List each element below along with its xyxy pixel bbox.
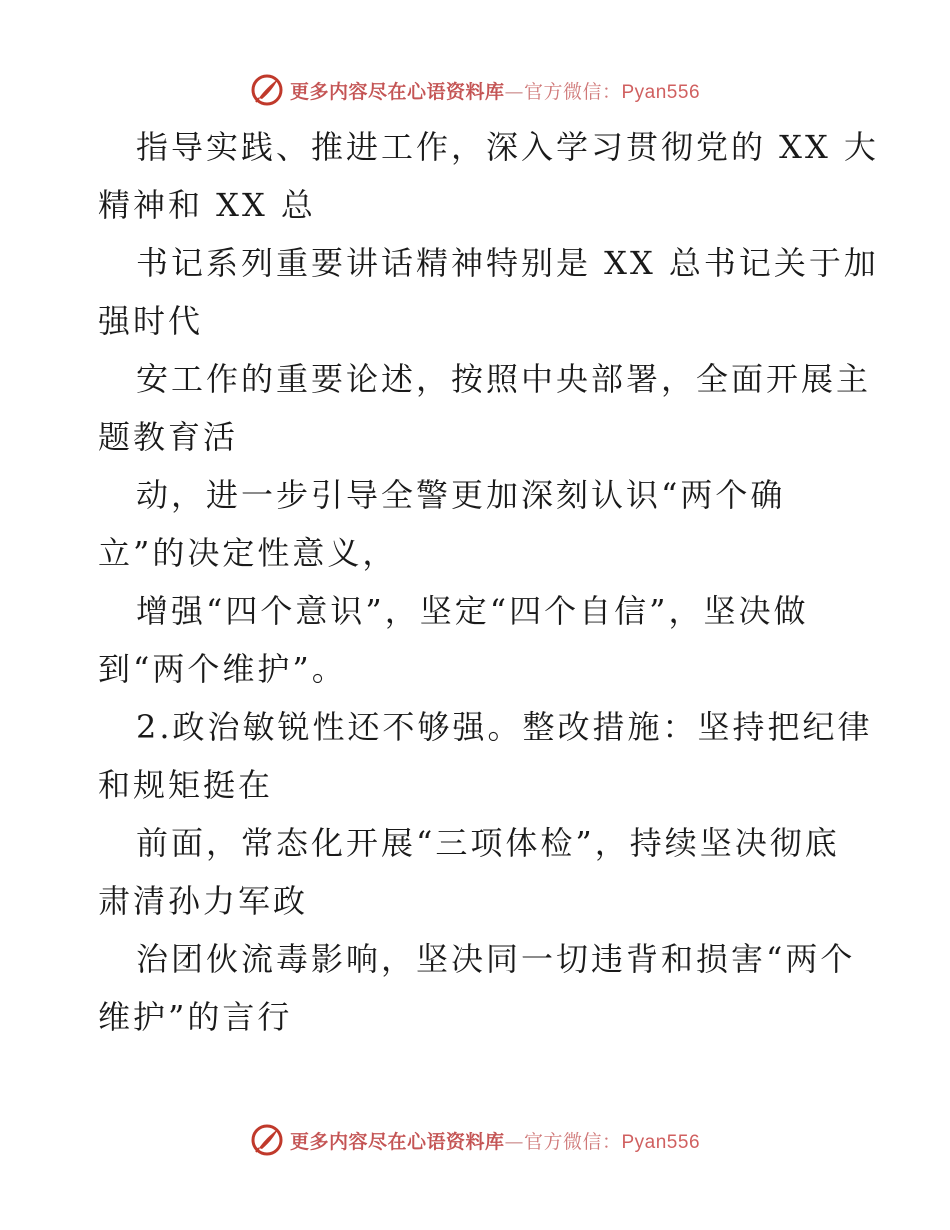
- footer-separator: —: [504, 1130, 524, 1153]
- quill-pen-logo-icon: [250, 73, 284, 107]
- page-footer-banner: [0, 1120, 950, 1160]
- footer-wechat-label: 官方微信：: [523, 1130, 622, 1153]
- paragraph-2-line-2: 强时代: [98, 302, 204, 340]
- paragraph-2-line-1: 书记系列重要讲话精神特别是 XX 总书记关于加: [136, 244, 879, 282]
- paragraph-1: [98, 118, 879, 234]
- paragraph-3: [98, 350, 872, 466]
- header-brand-text: 更多内容尽在心语资料库: [289, 80, 505, 103]
- quill-pen-logo-icon: [250, 1123, 284, 1157]
- paragraph-4: [98, 466, 858, 582]
- paragraph-1-line-2: 精神和 XX 总: [98, 186, 316, 224]
- page-header-banner: [0, 70, 950, 110]
- header-separator: —: [504, 80, 524, 103]
- document-body: [98, 118, 879, 1046]
- footer-wechat-id: Pyan556: [621, 1131, 701, 1153]
- paragraph-4-line-1: 动，进一步引导全警更加深刻认识“两个确: [136, 476, 786, 514]
- paragraph-8: [98, 930, 858, 1046]
- paragraph-5-line-1: 增强“四个意识”，坚定“四个自信”，坚决做: [136, 592, 809, 630]
- header-banner-text: [290, 77, 700, 104]
- paragraph-1-line-1: 指导实践、推进工作，深入学习贯彻党的 XX 大: [136, 128, 879, 166]
- paragraph-8-line-1: 治团伙流毒影响，坚决同一切违背和损害“两个: [136, 940, 856, 978]
- paragraph-3-line-2: 题教育活: [98, 418, 239, 456]
- paragraph-4-line-2: 立”的决定性意义，: [98, 534, 398, 572]
- footer-brand-text: 更多内容尽在心语资料库: [289, 1130, 505, 1153]
- paragraph-2: [98, 234, 879, 350]
- paragraph-3-line-1: 安工作的重要论述，按照中央部署，全面开展主: [136, 360, 872, 398]
- paragraph-5-line-2: 到“两个维护”。: [98, 650, 347, 688]
- footer-banner-text: [290, 1127, 700, 1154]
- paragraph-6: [98, 698, 873, 814]
- header-wechat-id: Pyan556: [621, 81, 701, 103]
- paragraph-7-line-1: 前面，常态化开展“三项体检”，持续坚决彻底: [136, 824, 840, 862]
- paragraph-6-line-2: 和规矩挺在: [98, 766, 274, 804]
- paragraph-7-line-2: 肃清孙力军政: [98, 882, 309, 920]
- header-wechat-label: 官方微信：: [523, 80, 622, 103]
- paragraph-6-line-1: 2.政治敏锐性还不够强。整改措施：坚持把纪律: [136, 708, 873, 746]
- paragraph-5: [98, 582, 858, 698]
- paragraph-8-line-2: 维护”的言行: [98, 998, 293, 1036]
- paragraph-7: [98, 814, 858, 930]
